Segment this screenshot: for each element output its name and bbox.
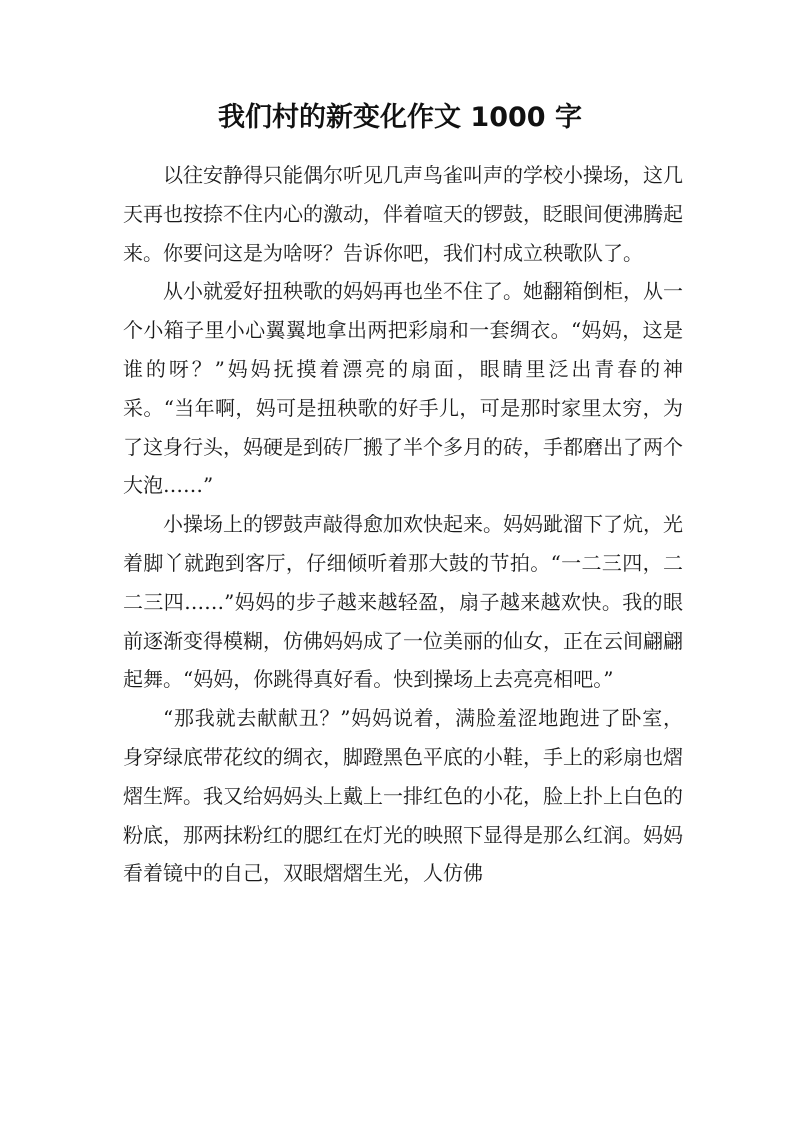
paragraph-4: “那我就去献献丑？”妈妈说着，满脸羞涩地跑进了卧室，身穿绿底带花纹的绸衣，脚蹬黑色平底的小鞋，手上的彩扇也熠熠生辉。我又给妈妈头上戴上一排红色的小花，脸上扑上白色的粉底，那两抹粉红的腮红在灯光的映照下显得是那么红润。妈妈看着镜中的自己，双眼熠熠生光，人仿佛 (123, 706, 683, 886)
paragraph-3: 小操场上的锣鼓声敲得愈加欢快起来。妈妈跐溜下了炕，光着脚丫就跑到客厅，仔细倾听着那大鼓的节拍。“一二三四，二二三四……”妈妈的步子越来越轻盈，扇子越来越欢快。我的眼前逐渐变得模糊，仿佛妈妈成了一位美丽的仙女，正在云间翩翩起舞。“妈妈，你跳得真好看。快到操场上去亮亮相吧。” (123, 512, 683, 692)
document-title: 我们村的新变化作文 1000 字 (218, 102, 582, 133)
paragraph-1: 以往安静得只能偶尔听见几声鸟雀叫声的学校小操场，这几天再也按捺不住内心的激动，伴着喧天的锣鼓，眨眼间便沸腾起来。你要问这是为啥呀？告诉你吧，我们村成立秧歌队了。 (123, 163, 683, 265)
document-body (123, 156, 683, 893)
paragraph-2: 从小就爱好扭秧歌的妈妈再也坐不住了。她翻箱倒柜，从一个小箱子里小心翼翼地拿出两把彩扇和一套绸衣。“妈妈，这是谁的呀？”妈妈抚摸着漂亮的扇面，眼睛里泛出青春的神采。“当年啊，妈可是扭秧歌的好手儿，可是那时家里太穷，为了这身行头，妈硬是到砖厂搬了半个多月的砖，手都磨出了两个大泡……” (123, 279, 683, 498)
